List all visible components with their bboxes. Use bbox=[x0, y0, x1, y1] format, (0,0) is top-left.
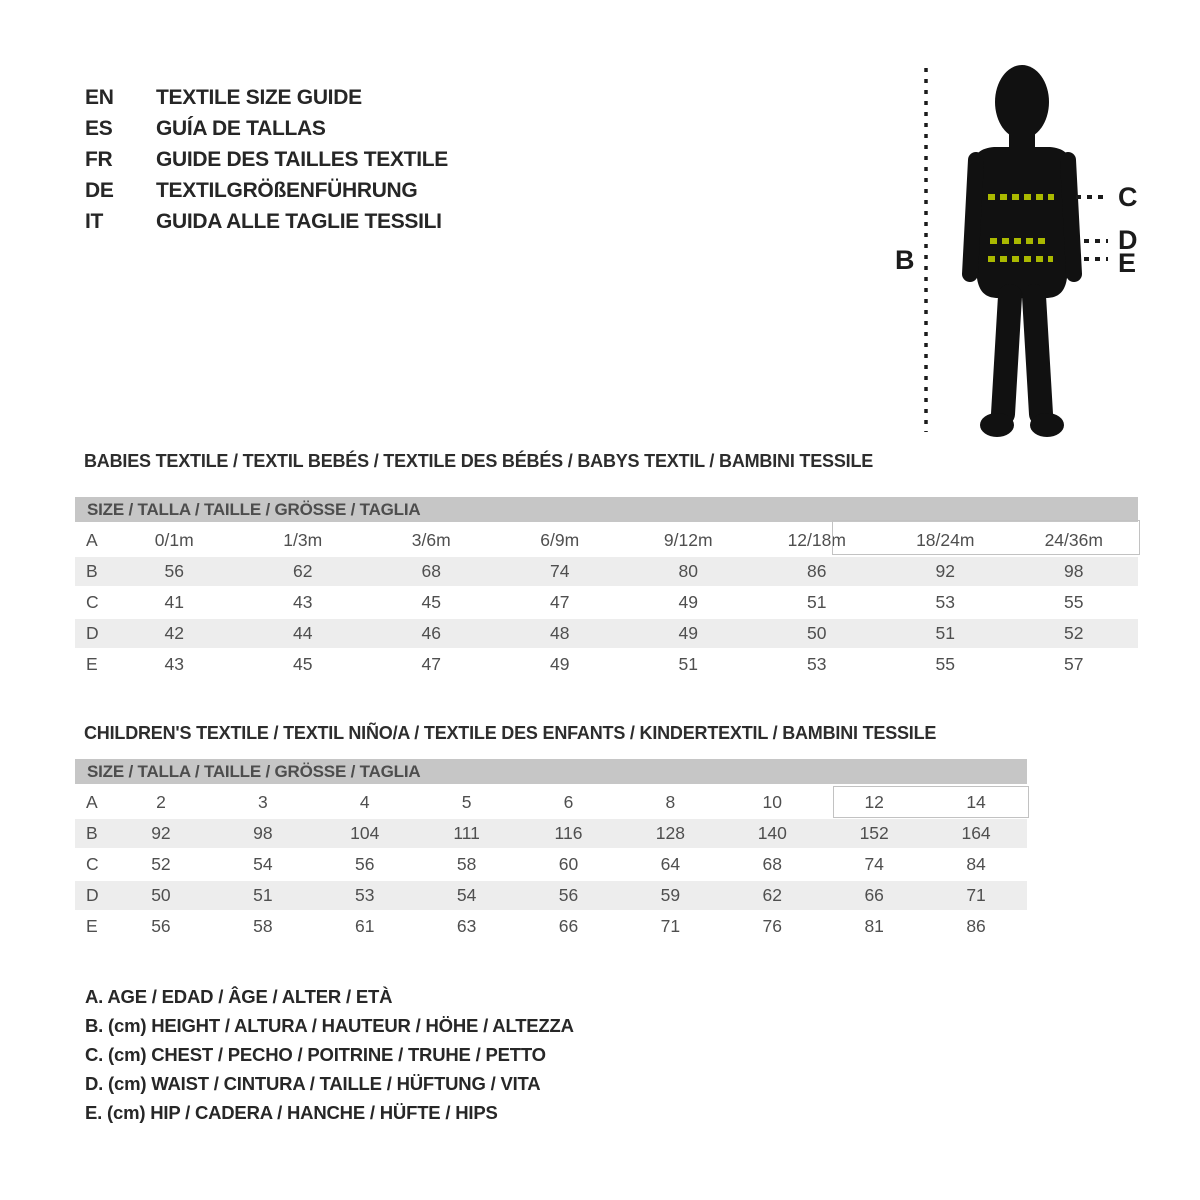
row-label: E bbox=[86, 654, 98, 674]
table-cell: 56 bbox=[558, 885, 579, 905]
hip-label: E bbox=[1118, 248, 1137, 278]
table-cell: 84 bbox=[966, 854, 986, 874]
table-cell: 74 bbox=[550, 561, 570, 581]
table-cell: 49 bbox=[678, 592, 698, 612]
row-label: D bbox=[86, 623, 99, 643]
table-cell: 116 bbox=[554, 823, 583, 843]
legend-line-height: B. (cm) HEIGHT / ALTURA / HAUTEUR / HÖHE / ALTEZZA bbox=[85, 1014, 574, 1036]
table-cell: 68 bbox=[421, 561, 441, 581]
table-cell: 58 bbox=[253, 916, 273, 936]
table-cell: 164 bbox=[961, 823, 991, 843]
children-section-title: CHILDREN'S TEXTILE / TEXTIL NIÑO/A / TEXTILE DES ENFANTS / KINDERTEXTIL / BAMBINI TESSILE bbox=[84, 723, 937, 743]
table-cell: 76 bbox=[762, 916, 783, 936]
table-cell: 80 bbox=[678, 561, 698, 581]
table-cell: 53 bbox=[354, 885, 375, 905]
table-cell: 111 bbox=[453, 823, 480, 843]
table-cell: 61 bbox=[354, 916, 375, 936]
table-cell: 3/6m bbox=[411, 529, 451, 550]
table-cell: 71 bbox=[966, 885, 986, 905]
table-cell: 56 bbox=[354, 854, 375, 874]
table-cell: 3 bbox=[257, 791, 268, 812]
table-cell: 53 bbox=[807, 654, 827, 674]
table-row bbox=[75, 618, 1138, 649]
row-label: C bbox=[86, 592, 99, 612]
table-cell: 47 bbox=[421, 654, 441, 674]
table-cell: 0/1m bbox=[154, 529, 194, 550]
table-cell: 46 bbox=[421, 623, 441, 643]
table-row bbox=[75, 556, 1138, 587]
table-cell: 62 bbox=[762, 885, 783, 905]
table-cell: 51 bbox=[807, 592, 827, 612]
table-cell: 12 bbox=[864, 791, 884, 812]
table-cell: 57 bbox=[1064, 654, 1084, 674]
row-label: B bbox=[86, 561, 98, 581]
table-cell: 52 bbox=[1064, 623, 1084, 643]
table-cell: 55 bbox=[935, 654, 955, 674]
table-cell: 4 bbox=[359, 791, 370, 812]
table-cell: 58 bbox=[456, 854, 477, 874]
child-silhouette bbox=[970, 65, 1074, 437]
table-cell: 81 bbox=[864, 916, 884, 936]
table-cell: 50 bbox=[807, 623, 827, 643]
table-cell: 68 bbox=[762, 854, 783, 874]
lang-code: IT bbox=[85, 209, 104, 233]
table-cell: 51 bbox=[253, 885, 273, 905]
table-header: SIZE / TALLA / TAILLE / GRÖSSE / TAGLIA bbox=[75, 497, 1138, 522]
legend-line-waist: D. (cm) WAIST / CINTURA / TAILLE / HÜFTUNG / VITA bbox=[85, 1072, 541, 1094]
table-cell: 10 bbox=[762, 791, 783, 812]
table-cell: 86 bbox=[807, 561, 827, 581]
table-cell: 128 bbox=[655, 823, 685, 843]
table-cell: 54 bbox=[456, 885, 477, 905]
table-cell: 140 bbox=[757, 823, 787, 843]
size-highlight-box bbox=[833, 786, 1029, 818]
table-cell: 45 bbox=[421, 592, 441, 612]
table-cell: 14 bbox=[966, 791, 986, 812]
table-cell: 54 bbox=[253, 854, 273, 874]
table-cell: 92 bbox=[151, 823, 171, 843]
table-cell: 86 bbox=[966, 916, 986, 936]
table-cell: 42 bbox=[164, 623, 184, 643]
table-cell: 48 bbox=[550, 623, 570, 643]
table-cell: 49 bbox=[550, 654, 570, 674]
table-cell: 104 bbox=[350, 823, 380, 843]
height-label: B bbox=[895, 245, 915, 275]
row-label: B bbox=[86, 823, 98, 843]
table-cell: 62 bbox=[293, 561, 313, 581]
table-row bbox=[75, 818, 1027, 849]
legend-line-hip: E. (cm) HIP / CADERA / HANCHE / HÜFTE / HIPS bbox=[85, 1101, 498, 1123]
babies-section-title: BABIES TEXTILE / TEXTIL BEBÉS / TEXTILE DES BÉBÉS / BABYS TEXTIL / BAMBINI TESSILE bbox=[84, 451, 874, 471]
table-cell: 51 bbox=[678, 654, 698, 674]
row-label: A bbox=[86, 529, 98, 550]
waist-label: D bbox=[1118, 225, 1138, 255]
table-cell: 43 bbox=[293, 592, 313, 612]
table-cell: 74 bbox=[864, 854, 884, 874]
row-label: D bbox=[86, 885, 99, 905]
lang-row-de bbox=[85, 175, 448, 206]
lang-code: ES bbox=[85, 116, 113, 140]
table-cell: 5 bbox=[461, 791, 472, 812]
table-cell: 47 bbox=[550, 592, 570, 612]
table-cell: 71 bbox=[660, 916, 681, 936]
lang-title: GUIDE DES TAILLES TEXTILE bbox=[156, 147, 448, 171]
table-cell: 66 bbox=[864, 885, 884, 905]
table-cell: 63 bbox=[456, 916, 477, 936]
table-cell: 98 bbox=[1064, 561, 1084, 581]
lang-title: TEXTILE SIZE GUIDE bbox=[156, 85, 362, 109]
lang-code: FR bbox=[85, 147, 113, 171]
table-cell: 12/18m bbox=[787, 529, 846, 550]
table-cell: 44 bbox=[293, 623, 313, 643]
table-cell: 55 bbox=[1064, 592, 1084, 612]
table-cell: 56 bbox=[151, 916, 171, 936]
row-label: A bbox=[86, 791, 98, 812]
table-cell: 1/3m bbox=[283, 529, 323, 550]
table-row bbox=[75, 911, 1027, 942]
legend-line-age: A. AGE / EDAD / ÂGE / ALTER / ETÀ bbox=[85, 985, 393, 1007]
lang-title: TEXTILGRÖßENFÜHRUNG bbox=[156, 178, 418, 202]
table-cell: 8 bbox=[665, 791, 676, 812]
lang-row-en bbox=[85, 82, 448, 113]
table-cell: 41 bbox=[164, 592, 184, 612]
table-cell: 9/12m bbox=[663, 529, 713, 550]
table-row bbox=[75, 880, 1027, 911]
lang-code: DE bbox=[85, 178, 114, 202]
table-cell: 45 bbox=[293, 654, 313, 674]
measurement-legend bbox=[85, 982, 574, 1127]
table-cell: 152 bbox=[859, 823, 889, 843]
table-cell: 52 bbox=[151, 854, 171, 874]
table-cell: 43 bbox=[164, 654, 184, 674]
lang-title: GUIDA ALLE TAGLIE TESSILI bbox=[156, 209, 442, 233]
table-row bbox=[75, 849, 1027, 880]
table-row bbox=[75, 649, 1138, 680]
table-cell: 49 bbox=[678, 623, 698, 643]
lang-row-fr bbox=[85, 144, 448, 175]
table-cell: 50 bbox=[151, 885, 171, 905]
table-cell: 98 bbox=[253, 823, 273, 843]
children-size-table bbox=[75, 759, 1027, 942]
measurement-figure bbox=[880, 48, 1150, 448]
babies-size-table bbox=[75, 497, 1138, 680]
table-cell: 64 bbox=[660, 854, 681, 874]
table-cell: 56 bbox=[164, 561, 184, 581]
row-label: E bbox=[86, 916, 98, 936]
legend-line-chest: C. (cm) CHEST / PECHO / POITRINE / TRUHE / PETTO bbox=[85, 1043, 546, 1065]
language-title-block bbox=[85, 82, 448, 237]
lang-title: GUÍA DE TALLAS bbox=[156, 116, 326, 140]
table-cell: 24/36m bbox=[1044, 529, 1103, 550]
lang-row-it bbox=[85, 206, 448, 237]
table-cell: 6 bbox=[563, 791, 574, 812]
child-silhouette-figure bbox=[880, 48, 1150, 448]
table-cell: 59 bbox=[660, 885, 681, 905]
table-header: SIZE / TALLA / TAILLE / GRÖSSE / TAGLIA bbox=[75, 759, 1027, 784]
table-cell: 92 bbox=[935, 561, 955, 581]
table-cell: 60 bbox=[558, 854, 579, 874]
size-highlight-box bbox=[832, 520, 1140, 555]
chest-label: C bbox=[1118, 182, 1138, 212]
table-cell: 6/9m bbox=[540, 529, 580, 550]
lang-row-es bbox=[85, 113, 448, 144]
table-cell: 53 bbox=[935, 592, 955, 612]
table-cell: 18/24m bbox=[916, 529, 975, 550]
table-cell: 51 bbox=[935, 623, 955, 643]
table-cell: 66 bbox=[558, 916, 579, 936]
lang-code: EN bbox=[85, 85, 114, 109]
table-cell: 2 bbox=[156, 791, 166, 812]
row-label: C bbox=[86, 854, 99, 874]
table-row bbox=[75, 587, 1138, 618]
